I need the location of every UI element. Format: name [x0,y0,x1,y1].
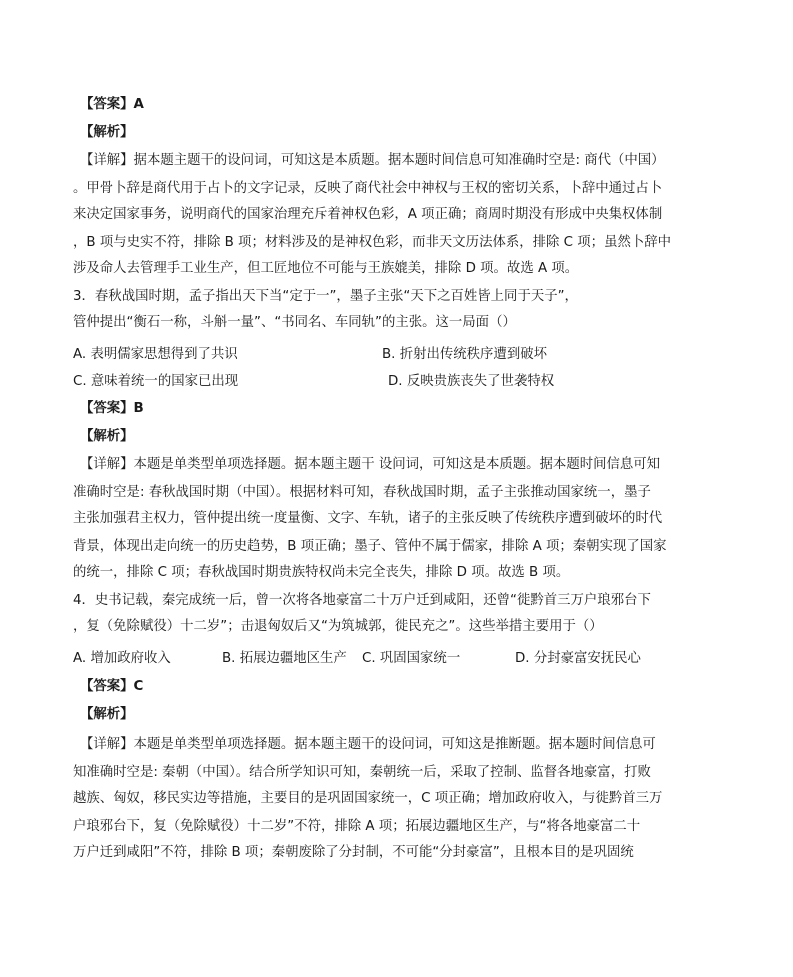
q2-answer: 【答案】A [80,97,144,112]
q4-detail-line: 知准确时空是: 秦朝（中国）。结合所学知识可知，秦朝统一后，采取了控制、监督各地豪富，打败 [73,765,651,780]
q3-option-c: C. 意味着统一的国家已出现 [73,374,239,389]
q3-detail-line: 背景，体现出走向统一的历史趋势，B 项正确；墨子、管仲不属于儒家，排除 A 项；秦朝实现了国家 [73,539,667,554]
q3-detail-line: 【详解】本题是单类型单项选择题。据本题主题干 设问词，可知这是本质题。据本题时间信息可知 [80,457,661,472]
q3-option-b: B. 折射出传统秩序遭到破坏 [382,347,547,362]
q2-analysis-heading: 【解析】 [80,125,134,140]
q3-detail-line: 的统一，排除 C 项；春秋战国时期贵族特权尚未完全丧失，排除 D 项。故选 B 项。 [73,565,570,580]
q3-answer: 【答案】B [80,401,144,416]
q4-detail-line: 【详解】本题是单类型单项选择题。据本题主题干的设问词，可知这是推断题。据本题时间信息可 [80,737,656,752]
q2-detail-line: 【详解】据本题主题干的设问词，可知这是本质题。据本题时间信息可知准确时空是: 商代（中国） [80,153,665,168]
q4-stem-line: ，复（免除赋役）十二岁”；击退匈奴后又“为筑城郭，徙民充之”。这些举措主要用于（） [73,619,603,634]
q3-detail-line: 主张加强君主权力，管仲提出统一度量衡、文字、车轨，诸子的主张反映了传统秩序遭到破坏的时代 [73,511,663,526]
q4-detail-line: 户琅邪台下，复（免除赋役）十二岁”不符，排除 A 项；拓展边疆地区生产，与“将各地豪富二十 [73,819,641,834]
q2-detail-line: 。甲骨卜辞是商代用于占卜的文字记录，反映了商代社会中神权与王权的密切关系，卜辞中通过占卜 [73,181,663,196]
q3-analysis-heading: 【解析】 [80,429,134,444]
q2-detail-line: ，B 项与史实不符，排除 B 项；材料涉及的是神权色彩，而非天文历法体系，排除 C 项；虽然卜辞中 [73,235,672,250]
q4-stem-line: 4．史书记载，秦完成统一后，曾一次将各地豪富二十万户迁到咸阳，还曾“徙黔首三万户琅邪台下 [73,593,651,608]
q4-detail-line: 万户迁到咸阳”不符，排除 B 项；秦朝废除了分封制，不可能“分封豪富”，且根本目的是巩固统 [73,845,634,860]
q4-answer: 【答案】C [80,679,144,694]
q3-detail-line: 准确时空是: 春秋战国时期（中国）。根据材料可知，春秋战国时期，孟子主张推动国家统一，墨子 [73,485,651,500]
q4-option-c: C. 巩固国家统一 [362,651,461,666]
q4-option-a: A. 增加政府收入 [73,651,171,666]
q4-option-b: B. 拓展边疆地区生产 [222,651,347,666]
q2-detail-line: 涉及命人去管理手工业生产，但工匠地位不可能与王族媲美，排除 D 项。故选 A 项。 [73,261,579,276]
q3-stem-line: 管仲提出“衡石一称，斗斛一量”、“书同名、车同轨”的主张。这一局面（） [73,315,516,330]
q3-option-a: A. 表明儒家思想得到了共识 [73,347,238,362]
q4-detail-line: 越族、匈奴，移民实边等措施，主要目的是巩固国家统一，C 项正确；增加政府收入，与徙黔首三万 [73,791,663,806]
q2-detail-line: 来决定国家事务，说明商代的国家治理充斥着神权色彩，A 项正确；商周时期没有形成中央集权体制 [73,207,663,222]
q4-analysis-heading: 【解析】 [80,707,134,722]
q4-option-d: D. 分封豪富安抚民心 [515,651,641,666]
q3-option-d: D. 反映贵族丧失了世袭特权 [388,374,555,389]
q3-stem-line: 3．春秋战国时期，孟子指出天下当“定于一”，墨子主张“天下之百姓皆上同于天子”， [73,289,578,304]
